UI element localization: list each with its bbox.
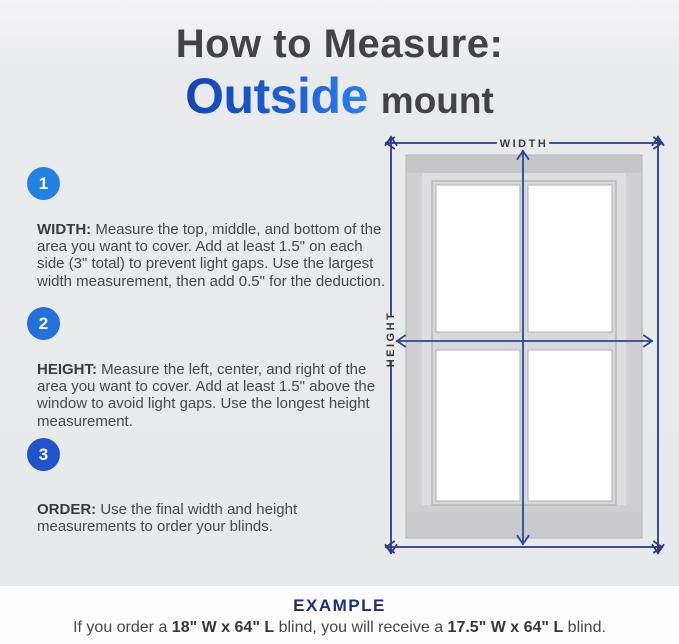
window-head-casing bbox=[407, 156, 641, 173]
step-3-badge: 3 bbox=[27, 438, 60, 471]
title-rest-mount: mount bbox=[380, 80, 494, 121]
step-2-label: HEIGHT: bbox=[37, 361, 97, 378]
step-3-body: Use the final width and height measurements to order your blinds. bbox=[37, 501, 298, 536]
example-receive-size: 17.5" W x 64" L bbox=[447, 619, 564, 636]
example-sentence bbox=[0, 619, 679, 637]
example-footer bbox=[0, 586, 679, 644]
title-line1: How to Measure: bbox=[175, 22, 504, 66]
window-illustration bbox=[406, 155, 642, 538]
bottom-measure-line bbox=[386, 542, 662, 553]
window-sill bbox=[407, 512, 641, 537]
step-3-label: ORDER: bbox=[37, 501, 97, 518]
step-1-label: WIDTH: bbox=[37, 221, 92, 238]
step-2-body: Measure the left, center, and right of the area you want to cover. Add at least 1.5" above the window to avoid light gaps. Use the longest height measurement. bbox=[37, 361, 376, 430]
window-pane-top-right bbox=[528, 185, 612, 332]
window-pane-bottom-right bbox=[528, 350, 612, 501]
step-2-badge: 2 bbox=[27, 307, 60, 340]
center-horizontal-arrow bbox=[397, 336, 652, 347]
step-3-text bbox=[37, 501, 391, 535]
width-measure-line bbox=[386, 138, 662, 149]
right-measure-line bbox=[653, 137, 664, 553]
title-line2 bbox=[0, 67, 679, 125]
step-1-badge: 1 bbox=[27, 167, 60, 200]
step-1-text bbox=[37, 221, 391, 290]
example-suffix: blind. bbox=[563, 619, 606, 636]
height-measure-line bbox=[386, 137, 397, 553]
example-middle: blind, you will receive a bbox=[274, 619, 448, 636]
example-order-size: 18" W x 64" L bbox=[171, 619, 275, 636]
center-vertical-arrow bbox=[518, 151, 529, 544]
window-pane-bottom-left bbox=[436, 350, 520, 501]
example-heading: EXAMPLE bbox=[293, 596, 386, 615]
page-title bbox=[0, 22, 679, 125]
window-inner-casing bbox=[422, 173, 626, 505]
width-arrow-label: WIDTH bbox=[499, 138, 549, 150]
title-highlight-outside: Outside bbox=[185, 68, 368, 124]
example-prefix: If you order a bbox=[73, 619, 172, 636]
step-1-body: Measure the top, middle, and bottom of the area you want to cover. Add at least 1.5" on each side (3" total) to prevent light gaps. Use the largest width measurement, then add 0.5" for the deduction. bbox=[37, 221, 386, 290]
window-pane-top-left bbox=[436, 185, 520, 332]
step-2-text bbox=[37, 361, 391, 430]
height-arrow-label: HEIGHT bbox=[385, 310, 397, 368]
window-sash-frame bbox=[432, 181, 616, 505]
